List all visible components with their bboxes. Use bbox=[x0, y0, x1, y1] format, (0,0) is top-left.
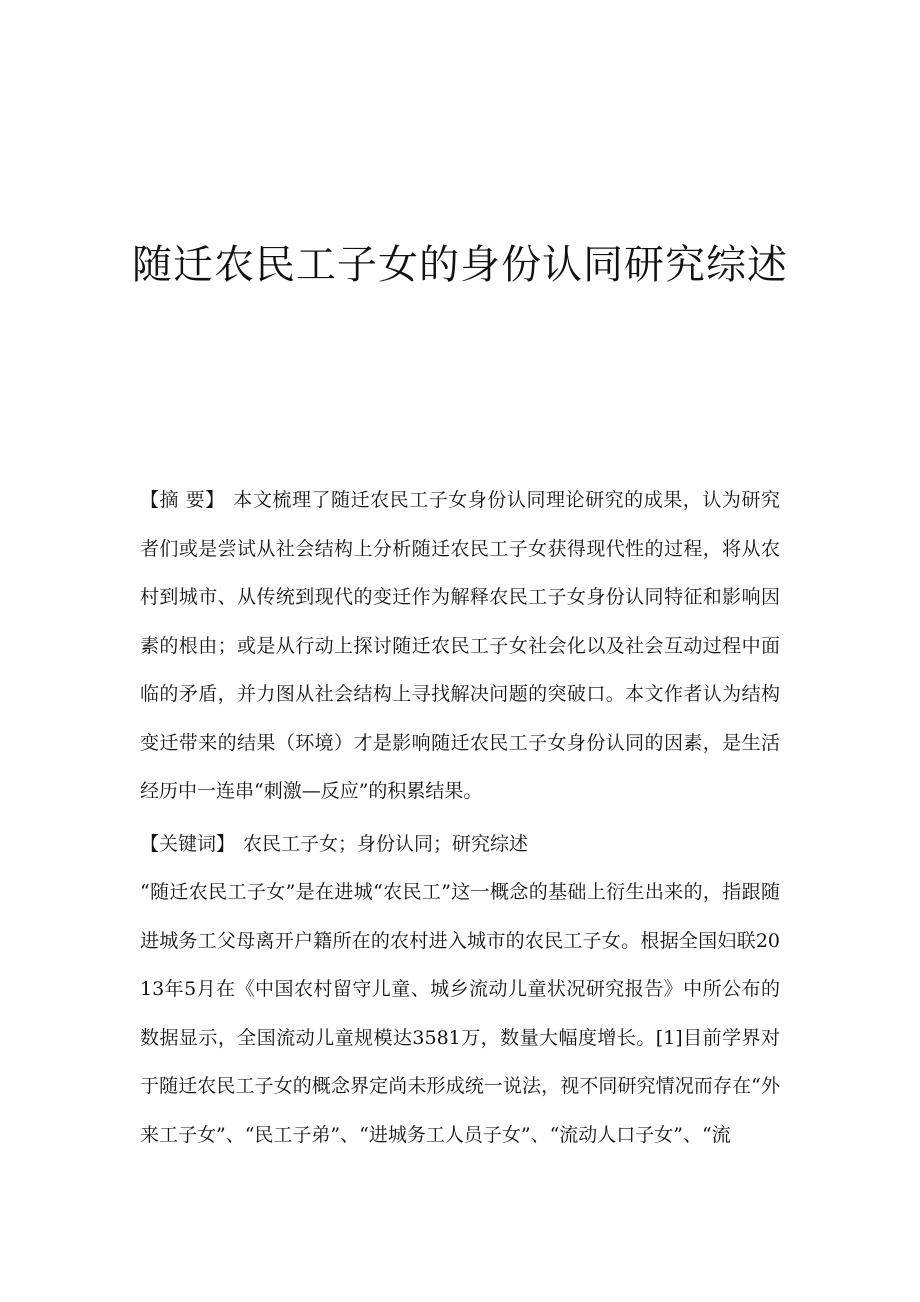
body-paragraph: “随迁农民工子女”是在进城“农民工”这一概念的基础上衍生出来的，指跟随进城务工父母离开户籍所在的农村进入城市的农民工子女。根据全国妇联2013年5月在《中国农村留守儿童、城乡流动儿童状况研究报告》中所公布的数据显示，全国流动儿童规模达3581万，数量大幅度增长。[1]目前学界对于随迁农民工子女的概念界定尚未形成统一说法，视不同研究情况而存在“外来工子女”、“民工子弟”、“进城务工人员子女”、“流动人口子女”、“流 bbox=[140, 881, 780, 1146]
abstract-label: 【摘 要】 bbox=[140, 489, 225, 511]
abstract-text: 本文梳理了随迁农民工子女身份认同理论研究的成果，认为研究者们或是尝试从社会结构上分析随迁农民工子女获得现代性的过程，将从农村到城市、从传统到现代的变迁作为解释农民工子女身份认同特征和影响因素的根由；或是从行动上探讨随迁农民工子女社会化以及社会互动过程中面临的矛盾，并力图从社会结构上寻找解决问题的突破口。本文作者认为结构变迁带来的结果（环境）才是影响随迁农民工子女身份认同的因素，是生活经历中一连串“刺激—反应”的积累结果。 bbox=[140, 489, 780, 802]
paper-title: 随迁农民工子女的身份认同研究综述 bbox=[132, 241, 788, 288]
keywords-text: 农民工子女；身份认同；研究综述 bbox=[243, 833, 529, 855]
keywords-label: 【关键词】 bbox=[140, 833, 236, 855]
abstract-section bbox=[140, 476, 780, 816]
keywords-section bbox=[140, 820, 780, 869]
